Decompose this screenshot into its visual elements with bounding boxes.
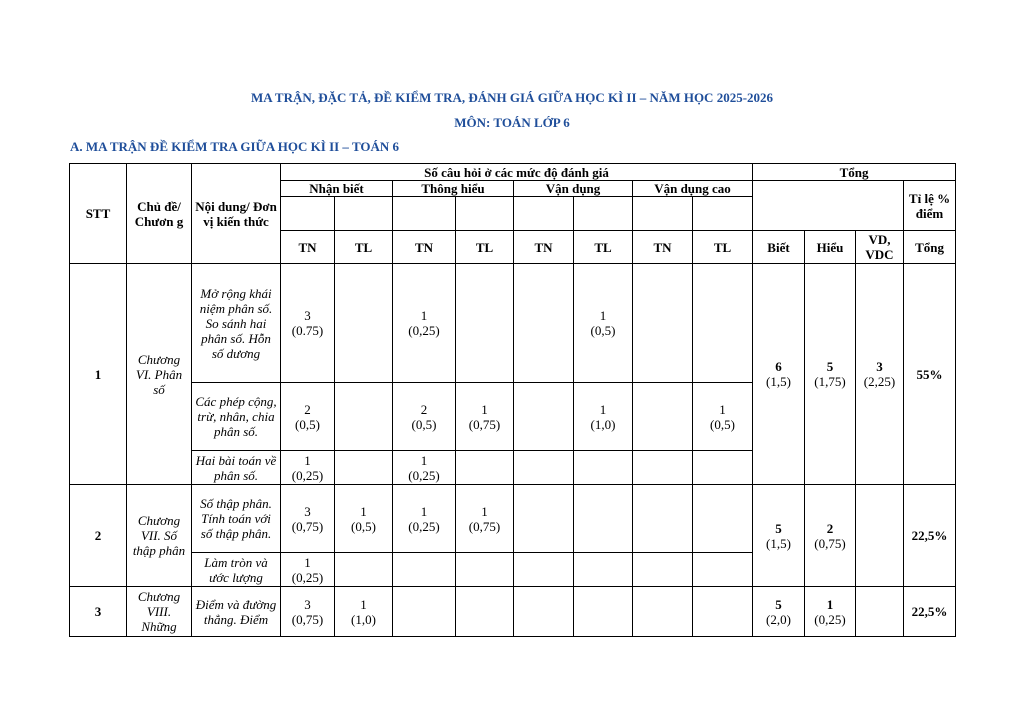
total-ti-le: 55% xyxy=(904,264,956,485)
total-biet: 6 (1,5) xyxy=(753,264,805,485)
cell-th-tl: 1 (0,75) xyxy=(456,485,514,553)
header-tn: TN xyxy=(393,231,456,264)
header-chu-de: Chủ đề/ Chươn g xyxy=(127,164,192,264)
cell-vdc-tn xyxy=(633,553,693,587)
header-tl: TL xyxy=(574,231,633,264)
row-stt: 2 xyxy=(70,485,127,587)
cell-vdc-tn xyxy=(633,587,693,637)
row-noi-dung: Mở rộng khái niệm phân số. So sánh hai phân số. Hỗn số dương xyxy=(192,264,281,383)
header-hieu: Hiểu xyxy=(805,231,856,264)
cell-vd-tl: 1 (1,0) xyxy=(574,383,633,451)
total-hieu: 2 (0,75) xyxy=(805,485,856,587)
header-so-cau-hoi: Số câu hỏi ở các mức độ đánh giá xyxy=(281,164,753,181)
total-biet: 5 (2,0) xyxy=(753,587,805,637)
header-tong-col: Tổng xyxy=(904,231,956,264)
cell-th-tn: 1 (0,25) xyxy=(393,451,456,485)
row-noi-dung: Các phép cộng, trừ, nhân, chia phân số. xyxy=(192,383,281,451)
cell-vd-tn xyxy=(514,264,574,383)
cell-th-tn: 1 (0,25) xyxy=(393,485,456,553)
header-van-dung-cao: Vận dụng cao xyxy=(633,181,753,197)
total-vd-vdc xyxy=(856,587,904,637)
cell-vdc-tn xyxy=(633,383,693,451)
row-stt: 1 xyxy=(70,264,127,485)
cell-vdc-tn xyxy=(633,451,693,485)
cell-vdc-tn xyxy=(633,264,693,383)
header-ti-le: Tỉ lệ % điểm xyxy=(904,181,956,231)
header-tong: Tổng xyxy=(753,164,956,181)
header-tn: TN xyxy=(633,231,693,264)
total-vd-vdc: 3 (2,25) xyxy=(856,264,904,485)
cell-vd-tl xyxy=(574,451,633,485)
cell-nb-tn: 3 (0.75) xyxy=(281,264,335,383)
cell-th-tn: 1 (0,25) xyxy=(393,264,456,383)
subject-title: MÔN: TOÁN LỚP 6 xyxy=(454,115,570,130)
header-van-dung: Vận dụng xyxy=(514,181,633,197)
cell-vdc-tl: 1 (0,5) xyxy=(693,383,753,451)
cell-th-tn xyxy=(393,553,456,587)
row-noi-dung: Điểm và đường thẳng. Điểm xyxy=(192,587,281,637)
row-noi-dung: Hai bài toán về phân số. xyxy=(192,451,281,485)
total-ti-le: 22,5% xyxy=(904,485,956,587)
cell-nb-tl: 1 (0,5) xyxy=(335,485,393,553)
header-vd-vdc: VD, VDC xyxy=(856,231,904,264)
header-stt: STT xyxy=(70,164,127,264)
total-hieu: 5 (1,75) xyxy=(805,264,856,485)
cell-nb-tl xyxy=(335,383,393,451)
cell-th-tn xyxy=(393,587,456,637)
total-vd-vdc xyxy=(856,485,904,587)
cell-vdc-tl xyxy=(693,587,753,637)
header-tong-blank xyxy=(753,181,904,231)
cell-vd-tn xyxy=(514,485,574,553)
header-noi-dung: Nội dung/ Đơn vị kiến thức xyxy=(192,164,281,264)
total-ti-le: 22,5% xyxy=(904,587,956,637)
cell-vd-tn xyxy=(514,553,574,587)
cell-vd-tl xyxy=(574,587,633,637)
cell-nb-tl: 1 (1,0) xyxy=(335,587,393,637)
row-chu-de: Chương VI. Phân số xyxy=(127,264,192,485)
header-tn: TN xyxy=(514,231,574,264)
cell-vdc-tl xyxy=(693,264,753,383)
row-noi-dung: Làm tròn và ước lượng xyxy=(192,553,281,587)
cell-th-tl: 1 (0,75) xyxy=(456,383,514,451)
cell-vdc-tl xyxy=(693,451,753,485)
cell-th-tl xyxy=(456,553,514,587)
cell-nb-tl xyxy=(335,451,393,485)
row-chu-de: Chương VIII. Những xyxy=(127,587,192,637)
header-tl: TL xyxy=(693,231,753,264)
cell-nb-tl xyxy=(335,553,393,587)
row-stt: 3 xyxy=(70,587,127,637)
header-thong-hieu: Thông hiểu xyxy=(393,181,514,197)
cell-nb-tn: 1 (0,25) xyxy=(281,451,335,485)
cell-vdc-tl xyxy=(693,553,753,587)
cell-vd-tn xyxy=(514,451,574,485)
cell-nb-tl xyxy=(335,264,393,383)
total-biet: 5 (1,5) xyxy=(753,485,805,587)
cell-nb-tn: 3 (0,75) xyxy=(281,587,335,637)
cell-vd-tn xyxy=(514,587,574,637)
cell-vd-tl: 1 (0,5) xyxy=(574,264,633,383)
cell-th-tl xyxy=(456,451,514,485)
cell-nb-tn: 3 (0,75) xyxy=(281,485,335,553)
total-hieu: 1 (0,25) xyxy=(805,587,856,637)
cell-nb-tn: 2 (0,5) xyxy=(281,383,335,451)
document-title: MA TRẬN, ĐẶC TẢ, ĐỀ KIỂM TRA, ĐÁNH GIÁ GIỮA HỌC KÌ II – NĂM HỌC 2025-2026 xyxy=(250,90,774,105)
header-nhan-biet: Nhận biết xyxy=(281,181,393,197)
header-tn: TN xyxy=(281,231,335,264)
cell-vdc-tn xyxy=(633,485,693,553)
assessment-matrix-table xyxy=(69,163,956,637)
cell-th-tn: 2 (0,5) xyxy=(393,383,456,451)
cell-vd-tn xyxy=(514,383,574,451)
cell-nb-tn: 1 (0,25) xyxy=(281,553,335,587)
header-tl: TL xyxy=(335,231,393,264)
cell-th-tl xyxy=(456,264,514,383)
row-noi-dung: Số thập phân. Tính toán với số thập phân. xyxy=(192,485,281,553)
cell-vdc-tl xyxy=(693,485,753,553)
cell-th-tl xyxy=(456,587,514,637)
row-chu-de: Chương VII. Số thập phân xyxy=(127,485,192,587)
header-tl: TL xyxy=(456,231,514,264)
cell-vd-tl xyxy=(574,485,633,553)
cell-vd-tl xyxy=(574,553,633,587)
section-a-heading: A. MA TRẬN ĐỀ KIỂM TRA GIỮA HỌC KÌ II – TOÁN 6 xyxy=(70,139,400,154)
header-biet: Biết xyxy=(753,231,805,264)
